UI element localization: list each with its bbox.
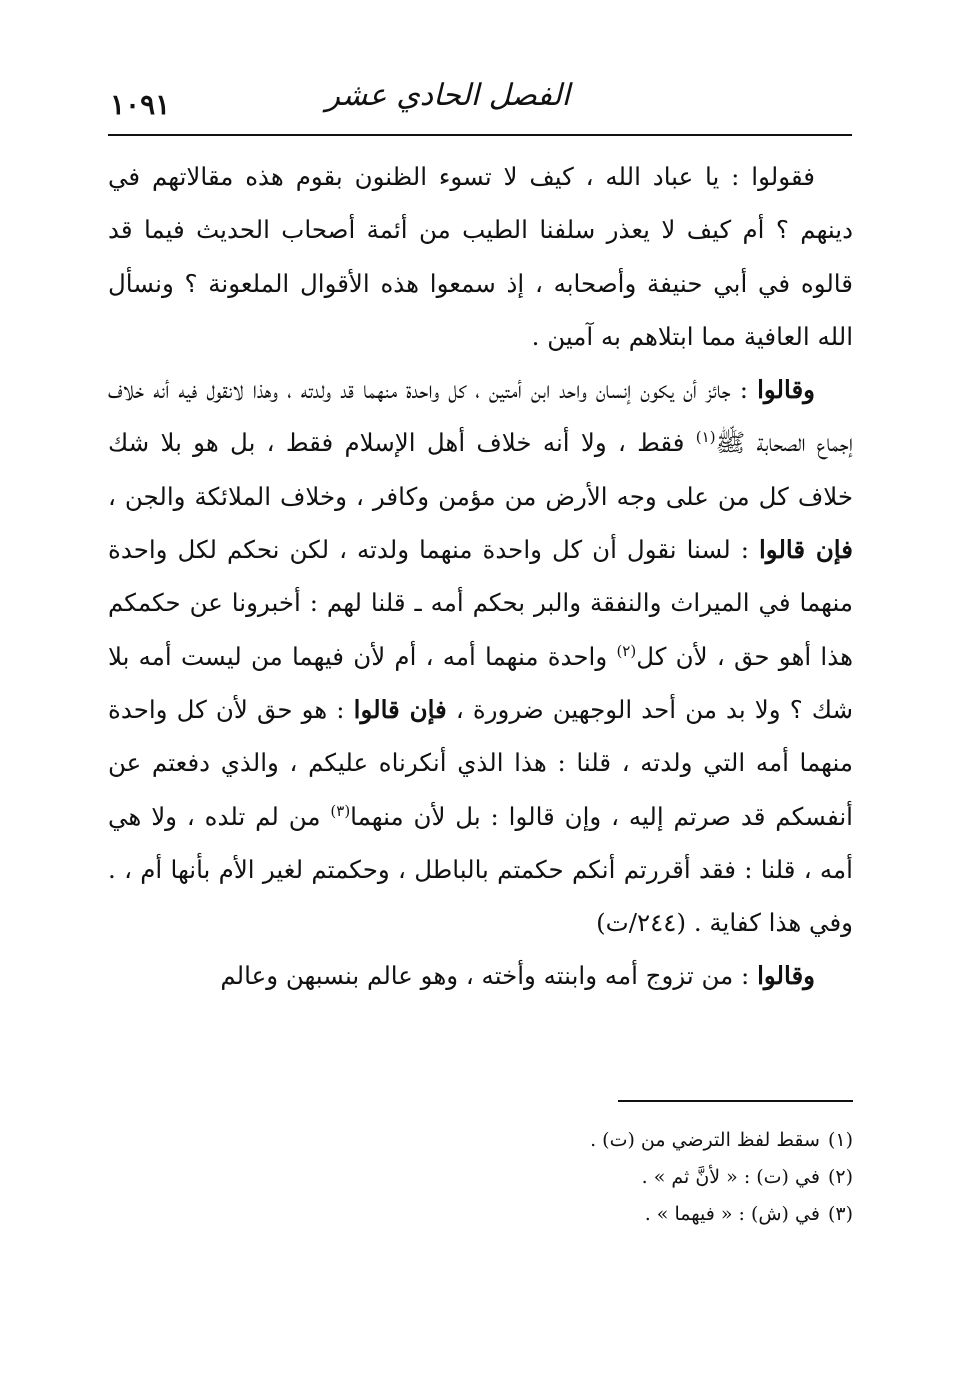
paragraph-3: [108, 949, 853, 1002]
paragraph-3-text: : من تزوج أمه وابنته وأخته ، وهو عالم بنسبهن وعالم: [220, 961, 758, 991]
footnote-1-text: سقط لفظ الترضي من (ت) .: [590, 1129, 820, 1151]
footnote-ref-1: (١): [695, 428, 716, 447]
footnote-3-number: (٣): [827, 1203, 853, 1225]
paragraph-2-bold-e: فإن قالوا: [353, 694, 447, 724]
footnote-ref-3: (٣): [330, 801, 351, 820]
paragraph-2-text-b: فقط ، ولا أنه خلاف أهل الإسلام فقط ، بل هو بلا شك خلاف كل من على وجه الأرض من مؤمن وكافر ، وخلاف الملائكة والجن ،: [108, 428, 853, 511]
footnote-2: [453, 1159, 853, 1196]
paragraph-2-text-c: : لسنا نقول أن كل واحدة منهما ولدته ، لكن نحكم لكل واحدة منهما في الميراث والنفقة والبر بحكم أمه ـ قلنا لهم : أخبرونا عن حكمكم هذا أهو حق ، لأن كل: [108, 535, 854, 671]
footnote-2-text: في (ت) : « لأنَّ ثم » .: [641, 1166, 820, 1188]
footnote-ref-2: (٢): [616, 641, 637, 660]
chapter-title: الفصل الحادي عشر: [325, 78, 570, 113]
paragraph-2-text-a: : جائز أن يكون إنسان واحد ابن أمتين ، كل واحدة منهما قد ولدته ، وهذا لانقول فيه أنه خلاف إجماع الصحابة ﷺ: [108, 375, 853, 458]
page-header: [110, 70, 850, 130]
paragraph-2-lead: وقالوا: [757, 375, 815, 405]
footnote-3: [453, 1196, 853, 1233]
paragraph-2-text-e: : هو حق لأن كل واحدة منهما أمه التي ولدته ، قلنا : هذا الذي أنكرناه عليكم ، والذي دفعتم عن أنفسكم قد صرتم إليه ، وإن قالوا : بل لأن منهما: [108, 694, 853, 831]
footnote-divider: [618, 1100, 853, 1102]
footnote-2-number: (٢): [827, 1166, 853, 1188]
page-number: ١٠٩١: [110, 88, 171, 121]
footnotes: [453, 1122, 853, 1233]
footnote-1-number: (١): [827, 1129, 853, 1151]
footnote-3-text: في (ش) : « فيهما » .: [644, 1203, 820, 1225]
paragraph-3-lead: وقالوا: [757, 961, 815, 991]
footnote-1: [453, 1122, 853, 1159]
paragraph-2: [108, 363, 853, 949]
main-text: [108, 150, 853, 1003]
paragraph-1: فقولوا : يا عباد الله ، كيف لا تسوء الظنون بقوم هذه مقالاتهم في دينهم ؟ أم كيف لا يعذر سلفنا الطيب من أئمة أصحاب الحديث فيما قد قالوه في أبي حنيفة وأصحابه ، إذ سمعوا هذه الأقوال الملعونة ؟ ونسأل الله العافية مما ابتلاهم به آمين .: [108, 162, 853, 351]
paragraph-2-text-d: واحدة منهما أمه ، أم لأن فيهما من ليست أمه بلا شك ؟ ولا بد من أحد الوجهين ضرورة ،: [108, 641, 853, 724]
header-divider: [108, 134, 852, 136]
paragraph-2-text-f: من لم تلده ، ولا هي أمه ، قلنا : فقد أقررتم أنكم حكمتم بالباطل ، وحكمتم لغير الأم بأنها أم ، . وفي هذا كفاية . (٢٤٤/ت): [108, 801, 853, 938]
paragraph-2-bold-c: فإن قالوا: [758, 535, 853, 565]
